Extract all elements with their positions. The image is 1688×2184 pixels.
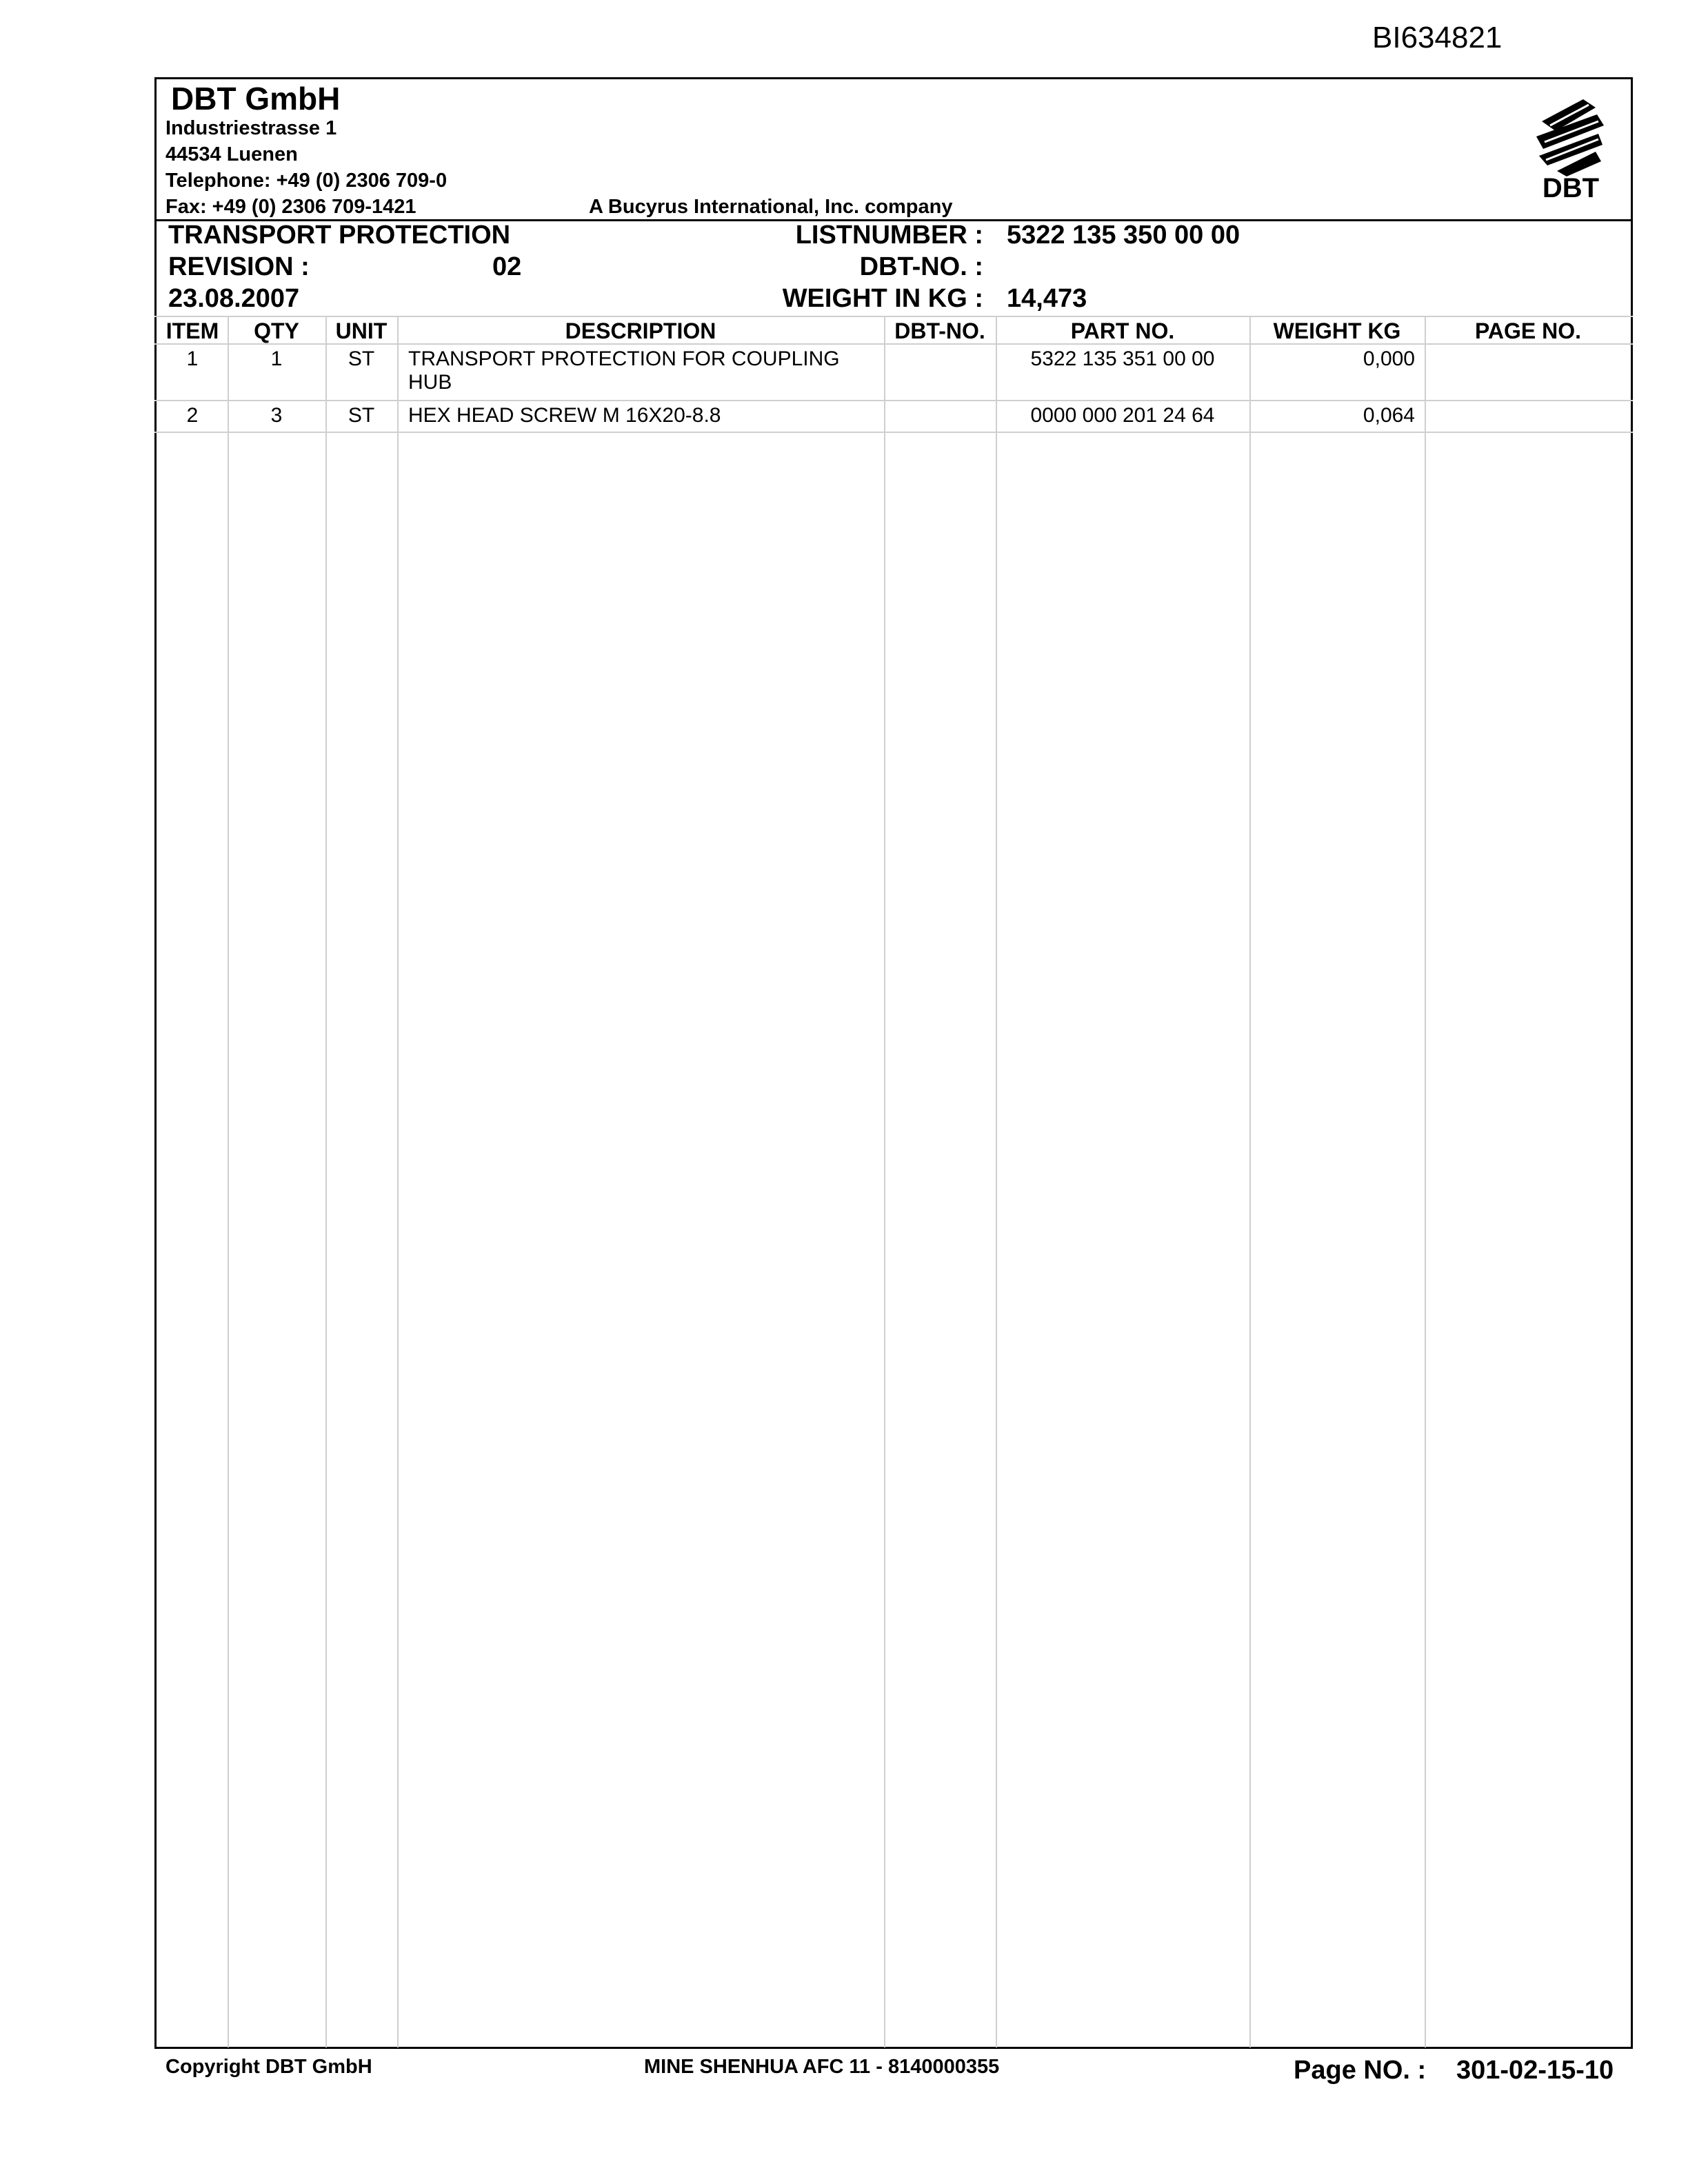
row-item: 1 [186, 347, 199, 370]
row-part-no: 5322 135 351 00 00 [1030, 347, 1215, 370]
column-divider [1249, 317, 1251, 2048]
company-fax: Fax: +49 (0) 2306 709-1421 [165, 196, 416, 218]
company-city: 44534 Luenen [165, 143, 298, 165]
row-description: HEX HEAD SCREW M 16X20-8.8 [408, 404, 721, 427]
company-telephone: Telephone: +49 (0) 2306 709-0 [165, 170, 448, 192]
row-item: 2 [186, 404, 199, 427]
copyright: Copyright DBT GmbH [165, 2056, 372, 2078]
row-description: TRANSPORT PROTECTION FOR COUPLING [408, 347, 840, 370]
column-header-description: DESCRIPTION [565, 318, 716, 343]
weight-value: 14,473 [1007, 284, 1087, 313]
column-header-weight: WEIGHT KG [1273, 318, 1401, 343]
row-part-no: 0000 000 201 24 64 [1030, 404, 1215, 427]
row-separator [154, 432, 1633, 433]
row-unit: ST [348, 404, 375, 427]
column-divider [1425, 317, 1426, 2048]
row-qty: 3 [270, 404, 283, 427]
list-title: TRANSPORT PROTECTION [168, 221, 511, 250]
weight-label: WEIGHT IN KG : [782, 284, 983, 313]
document-id: BI634821 [1372, 21, 1503, 54]
list-date: 23.08.2007 [168, 284, 300, 313]
company-tagline: A Bucyrus International, Inc. company [589, 196, 953, 218]
dbt-logo [1529, 94, 1612, 204]
project-reference: MINE SHENHUA AFC 11 - 8140000355 [644, 2056, 1000, 2078]
column-header-qty: QTY [254, 318, 299, 343]
row-separator [154, 400, 1633, 401]
row-description-continued: HUB [408, 371, 452, 394]
column-header-item: ITEM [165, 318, 219, 343]
column-header-dbt-no: DBT-NO. [894, 318, 985, 343]
company-street: Industriestrasse 1 [165, 117, 337, 139]
table-top-line [154, 316, 1633, 317]
company-name: DBT GmbH [171, 81, 341, 117]
column-divider [996, 317, 997, 2048]
column-divider [397, 317, 399, 2048]
column-header-part-no: PART NO. [1070, 318, 1175, 343]
column-divider [228, 317, 229, 2048]
header-row-line [154, 343, 1633, 345]
column-divider [325, 317, 327, 2048]
column-divider [884, 317, 885, 2048]
document-frame [154, 77, 1633, 2049]
page-number-label: Page NO. : [1294, 2056, 1427, 2085]
row-unit: ST [348, 347, 375, 370]
logo-text: DBT [1542, 173, 1600, 203]
row-qty: 1 [270, 347, 283, 370]
listnumber-label: LISTNUMBER : [795, 221, 983, 250]
revision-label: REVISION : [168, 252, 310, 281]
column-header-page-no: PAGE NO. [1474, 318, 1582, 343]
listnumber-value: 5322 135 350 00 00 [1007, 221, 1240, 250]
page-number-value: 301-02-15-10 [1456, 2056, 1614, 2085]
row-weight: 0,064 [1363, 404, 1415, 427]
revision-value: 02 [492, 252, 522, 281]
dbt-no-label: DBT-NO. : [859, 252, 983, 281]
row-weight: 0,000 [1363, 347, 1415, 370]
column-header-unit: UNIT [335, 318, 388, 343]
